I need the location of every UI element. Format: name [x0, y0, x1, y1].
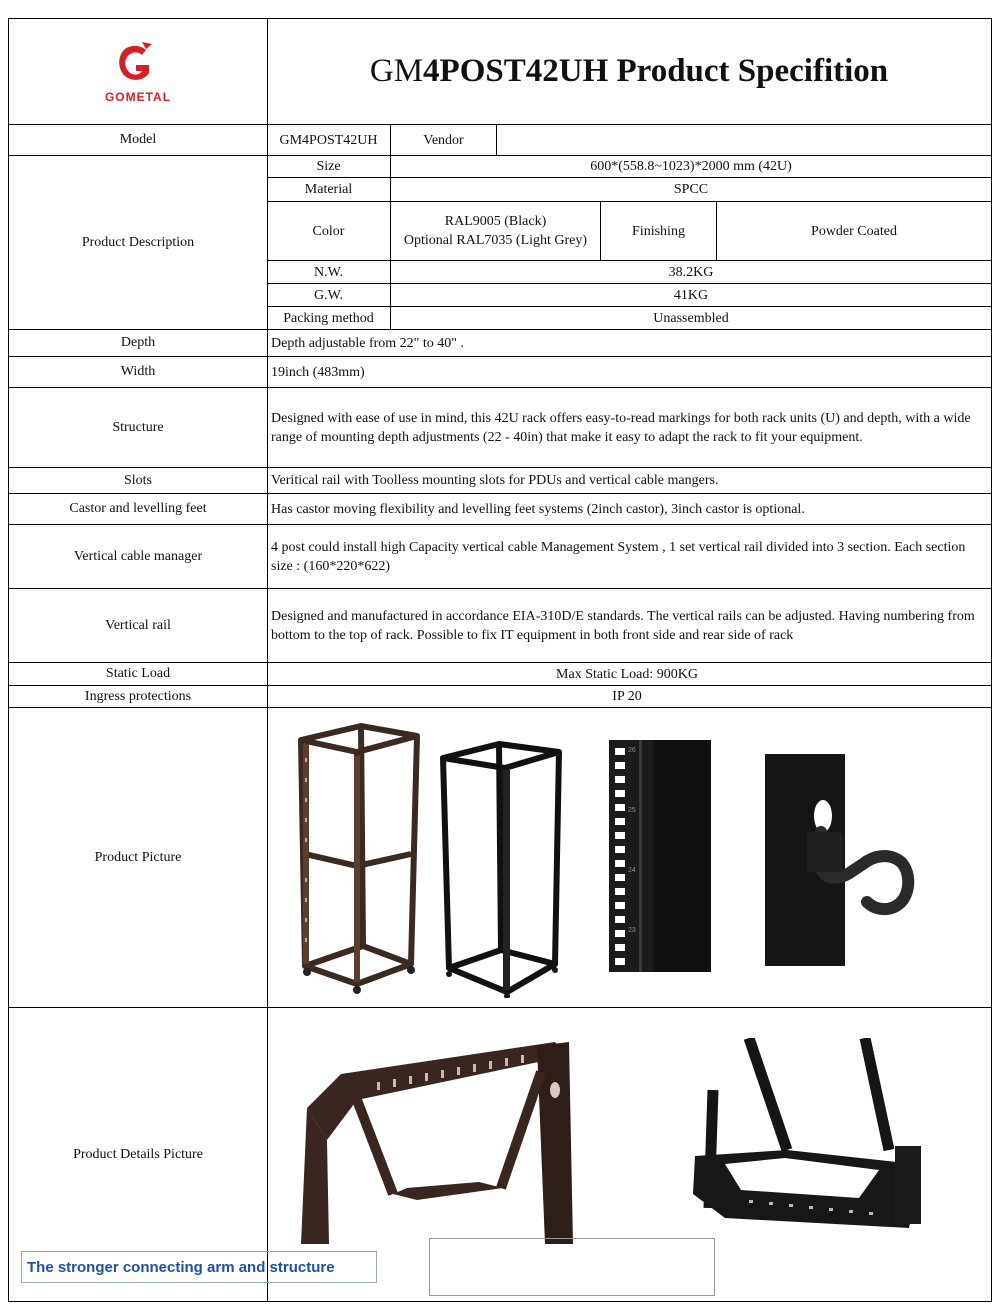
gw-row [267, 284, 991, 307]
color-value-optional: Optional RAL7035 (Light Grey) [403, 233, 588, 248]
nw-value: 38.2KG [668, 264, 714, 280]
connecting-arm-detail-image [297, 1012, 587, 1244]
gw-label: G.W. [267, 284, 391, 306]
product-description-row [9, 156, 991, 330]
rail-number-26: 26 [628, 747, 636, 754]
product-description-label: Product Description [9, 156, 268, 329]
details-caption: The stronger connecting arm and structure [21, 1251, 377, 1283]
width-label: Width [9, 357, 268, 387]
base-structure-detail-image [689, 1038, 925, 1234]
static-load-row [9, 663, 991, 686]
rack-front-view-image [283, 718, 429, 998]
vertical-cable-manager-row [9, 525, 991, 589]
static-load-label: Static Load [9, 663, 268, 685]
packing-label: Packing method [267, 307, 391, 330]
static-load-value: Max Static Load: 900KG [556, 666, 698, 682]
finishing-value: Powder Coated [811, 223, 897, 239]
castor-value: Has castor moving flexibility and levelling feet systems (2inch castor), 3inch castor is optional. [271, 501, 805, 517]
size-label: Size [267, 156, 391, 177]
packing-row [267, 307, 991, 330]
page-title [267, 19, 991, 124]
rail-number-25: 25 [628, 807, 636, 814]
structure-label: Structure [9, 388, 268, 467]
slots-row [9, 468, 991, 494]
slots-value: Veritical rail with Toolless mounting slots for PDUs and vertical cable mangers. [271, 473, 719, 488]
nw-label: N.W. [267, 261, 391, 283]
depth-value: Depth adjustable from 22" to 40" . [271, 335, 465, 351]
product-picture-label: Product Picture [9, 708, 268, 1007]
model-row [9, 125, 991, 156]
model-value: GM4POST42UH [267, 125, 391, 155]
vertical-rail-value: Designed and manufactured in accordance EIA-310D/E standards. The vertical rails can be adjusted. Having numbering from bottom to the top of rack. Possible to fix IT equipment in both front side and rear side of rack [271, 608, 975, 643]
material-value: SPCC [673, 182, 709, 197]
product-details-row [9, 1008, 991, 1302]
ingress-value: IP 20 [612, 689, 642, 704]
rail-number-24: 24 [628, 867, 636, 874]
vertical-rail-label: Vertical rail [9, 589, 268, 662]
color-row [267, 202, 991, 261]
cable-ring-image [751, 754, 915, 966]
color-label: Color [267, 202, 391, 260]
ingress-label: Ingress protections [9, 686, 268, 707]
header-row [9, 19, 991, 125]
vendor-label: Vendor [391, 125, 497, 155]
model-label: Model [9, 125, 268, 155]
color-value-primary: RAL9005 (Black) [444, 214, 547, 229]
vertical-rail-row [9, 589, 991, 663]
color-value [391, 202, 601, 260]
brand-logo [9, 19, 268, 124]
vertical-cable-manager-value: 4 post could install high Capacity vertical cable Management System , 1 set vertical rail divided into 3 section. Each section size : (160*220*622) [271, 539, 966, 574]
vendor-value [497, 125, 991, 155]
packing-value: Unassembled [653, 311, 729, 326]
finishing-label: Finishing [601, 202, 717, 260]
product-picture-row [9, 708, 991, 1008]
material-label: Material [267, 178, 391, 201]
depth-row [9, 330, 991, 357]
slots-label: Slots [9, 468, 268, 493]
title-prefix: GM [369, 53, 424, 89]
rail-number-23: 23 [628, 927, 636, 934]
castor-row [9, 494, 991, 525]
rack-angled-view-image [437, 736, 567, 998]
nw-row [267, 261, 991, 284]
structure-value: Designed with ease of use in mind, this 42U rack offers easy-to-read markings for both rack units (U) and depth, with a wide range of mounting depth adjustments (22 - 40in) that make it easy to adapt the rack to fit your equipment. [271, 410, 971, 445]
details-empty-caption-box [429, 1238, 715, 1296]
width-row [9, 357, 991, 388]
structure-row [9, 388, 991, 468]
spec-sheet [8, 18, 992, 1302]
logo-text: GOMETAL [104, 89, 172, 104]
vertical-cable-manager-label: Vertical cable manager [9, 525, 268, 588]
width-value: 19inch (483mm) [271, 364, 365, 380]
size-value: 600*(558.8~1023)*2000 mm (42U) [590, 159, 792, 174]
product-details-label: Product Details Picture [9, 1008, 268, 1302]
title-bold: 4POST42UH Product Specifition [423, 53, 889, 89]
depth-label: Depth [9, 330, 268, 356]
material-row [267, 178, 991, 202]
ingress-row [9, 686, 991, 708]
gometal-logo-icon [108, 40, 168, 90]
rail-numbering-image [609, 740, 711, 972]
castor-label: Castor and levelling feet [9, 494, 268, 524]
gw-value: 41KG [673, 287, 709, 303]
size-row [267, 156, 991, 178]
